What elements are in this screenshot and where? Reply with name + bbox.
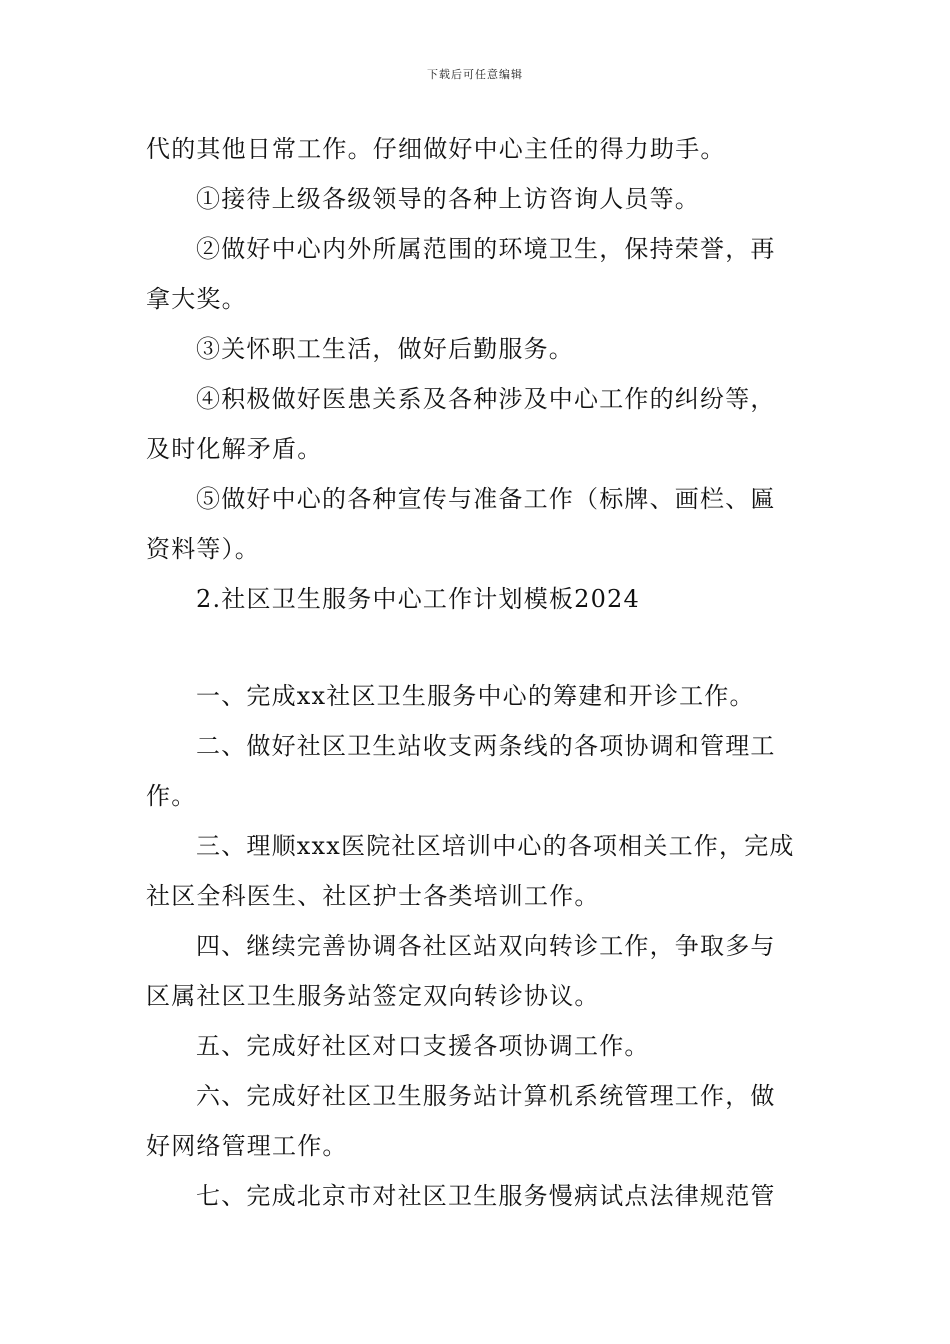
paragraph-line: 作。 [146,782,197,810]
paragraph-line: ③关怀职工生活，做好后勤服务。 [196,335,574,363]
paragraph-line: 拿大奖。 [146,285,247,313]
paragraph-line: 社区全科医生、社区护士各类培训工作。 [146,882,600,910]
paragraph-line: 区属社区卫生服务站签定双向转诊协议。 [146,982,600,1010]
paragraph-line: 及时化解矛盾。 [146,435,323,463]
paragraph-line: 好网络管理工作。 [146,1132,348,1160]
paragraph-line: 四、继续完善协调各社区站双向转诊工作，争取多与 [196,932,776,960]
paragraph-line: ①接待上级各级领导的各种上访咨询人员等。 [196,185,700,213]
paragraph-line: ②做好中心内外所属范围的环境卫生，保持荣誉，再 [196,235,776,263]
page-header: 下载后可任意编辑 [427,68,523,81]
paragraph-line: 代的其他日常工作。仔细做好中心主任的得力助手。 [146,135,726,163]
paragraph-line: 六、完成好社区卫生服务站计算机系统管理工作，做 [196,1082,776,1110]
paragraph-line: ⑤做好中心的各种宣传与准备工作（标牌、画栏、匾 [196,485,776,513]
paragraph-line: ④积极做好医患关系及各种涉及中心工作的纠纷等， [196,385,776,413]
paragraph-line: 三、理顺xxx医院社区培训中心的各项相关工作，完成 [196,832,795,860]
paragraph-line: 五、完成好社区对口支援各项协调工作。 [196,1032,650,1060]
paragraph-line: 一、完成xx社区卫生服务中心的筹建和开诊工作。 [196,682,755,710]
section-heading: 2.社区卫生服务中心工作计划模板2024 [196,585,640,613]
paragraph-line: 二、做好社区卫生站收支两条线的各项协调和管理工 [196,732,776,760]
paragraph-line: 资料等）。 [146,535,260,563]
paragraph-line: 七、完成北京市对社区卫生服务慢病试点法律规范管 [196,1182,776,1210]
